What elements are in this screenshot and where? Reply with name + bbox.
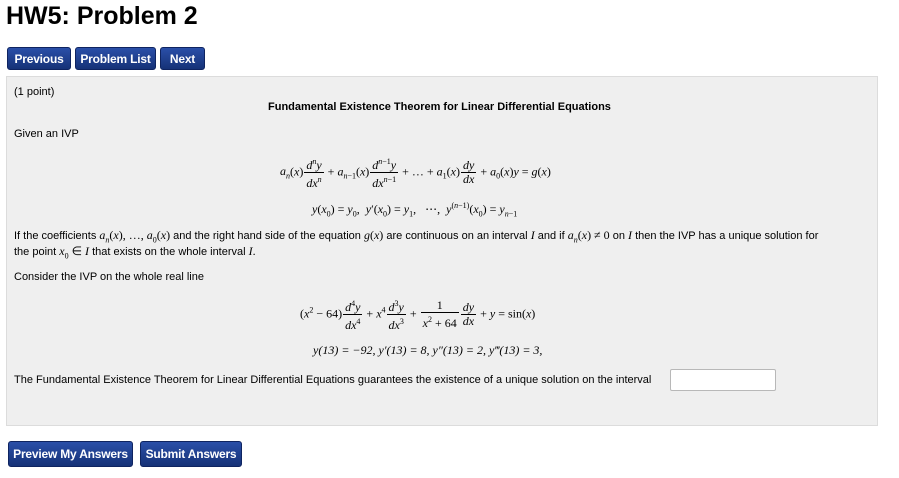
submit-answers-button[interactable]: Submit Answers <box>140 441 242 467</box>
specific-ode-equation: $(x^2 - 64)$ $\frac{d^4y}{dx^4}$ + $x^4$ $\frac{d^3y}{dx^3}$ + $\frac{1}{x^2 + 64}$ $\frac{dy}{dx}$ + y = sin(x) <box>300 298 536 332</box>
interval-answer-input[interactable] <box>670 369 776 391</box>
general-initial-conditions: $y(x_0) = y_0$, $y'(x_0) = y_1$, ⋯, $y^{(n-1)}(x_0) = y_{n-1}$ <box>312 201 518 219</box>
consider-label: Consider the IVP on the whole real line <box>14 271 204 283</box>
hyp-text-2: and the right hand side of the equation <box>173 230 361 242</box>
hyp-text-1: If the coefficients <box>14 230 97 242</box>
page-title: HW5: Problem 2 <box>6 2 198 30</box>
hyp-text-3: are continuous on an interval <box>386 230 528 242</box>
specific-initial-conditions: y(13) = −92, y′(13) = 8, y″(13) = 2, y‴(13) = 3, <box>313 343 543 357</box>
next-button[interactable]: Next <box>160 47 205 70</box>
hyp-text-8: that exists on the whole interval <box>92 246 246 258</box>
points-label: (1 point) <box>14 86 55 98</box>
question-text: The Fundamental Existence Theorem for Linear Differential Equations guarantees the existence of a unique solution on the interval <box>14 374 652 386</box>
hyp-text-4: and if <box>537 230 565 242</box>
problem-list-button[interactable]: Problem List <box>75 47 156 70</box>
problem-heading: Fundamental Existence Theorem for Linear Differential Equations <box>268 101 611 113</box>
hypothesis-line-1: If the coefficients $a_n(x)$, …, $a_0(x)$ and the right hand side of the equation g(x) are continuous on an interval I and if $a_n(x) \ne 0$ on I then the IVP has a unique solution for <box>14 228 819 245</box>
hyp-text-5: on <box>612 230 625 242</box>
general-ode-equation: $a_n(x)$ $\frac{d^ny}{dx^n}$ + $a_{n-1}(x)$ $\frac{d^{n-1}y}{dx^{n-1}}$ + … + $a_1(x)$ $\frac{dy}{dx}$ + $a_0(x)y = g(x)$ <box>280 157 551 190</box>
hypothesis-line-2: the point $x_0$ ∈ I that exists on the whole interval I. <box>14 244 256 261</box>
hyp-text-6: then the IVP has a unique solution for <box>635 230 819 242</box>
hyp-text-7: the point <box>14 246 57 258</box>
given-label: Given an IVP <box>14 128 79 140</box>
previous-button[interactable]: Previous <box>7 47 71 70</box>
preview-answers-button[interactable]: Preview My Answers <box>8 441 133 467</box>
